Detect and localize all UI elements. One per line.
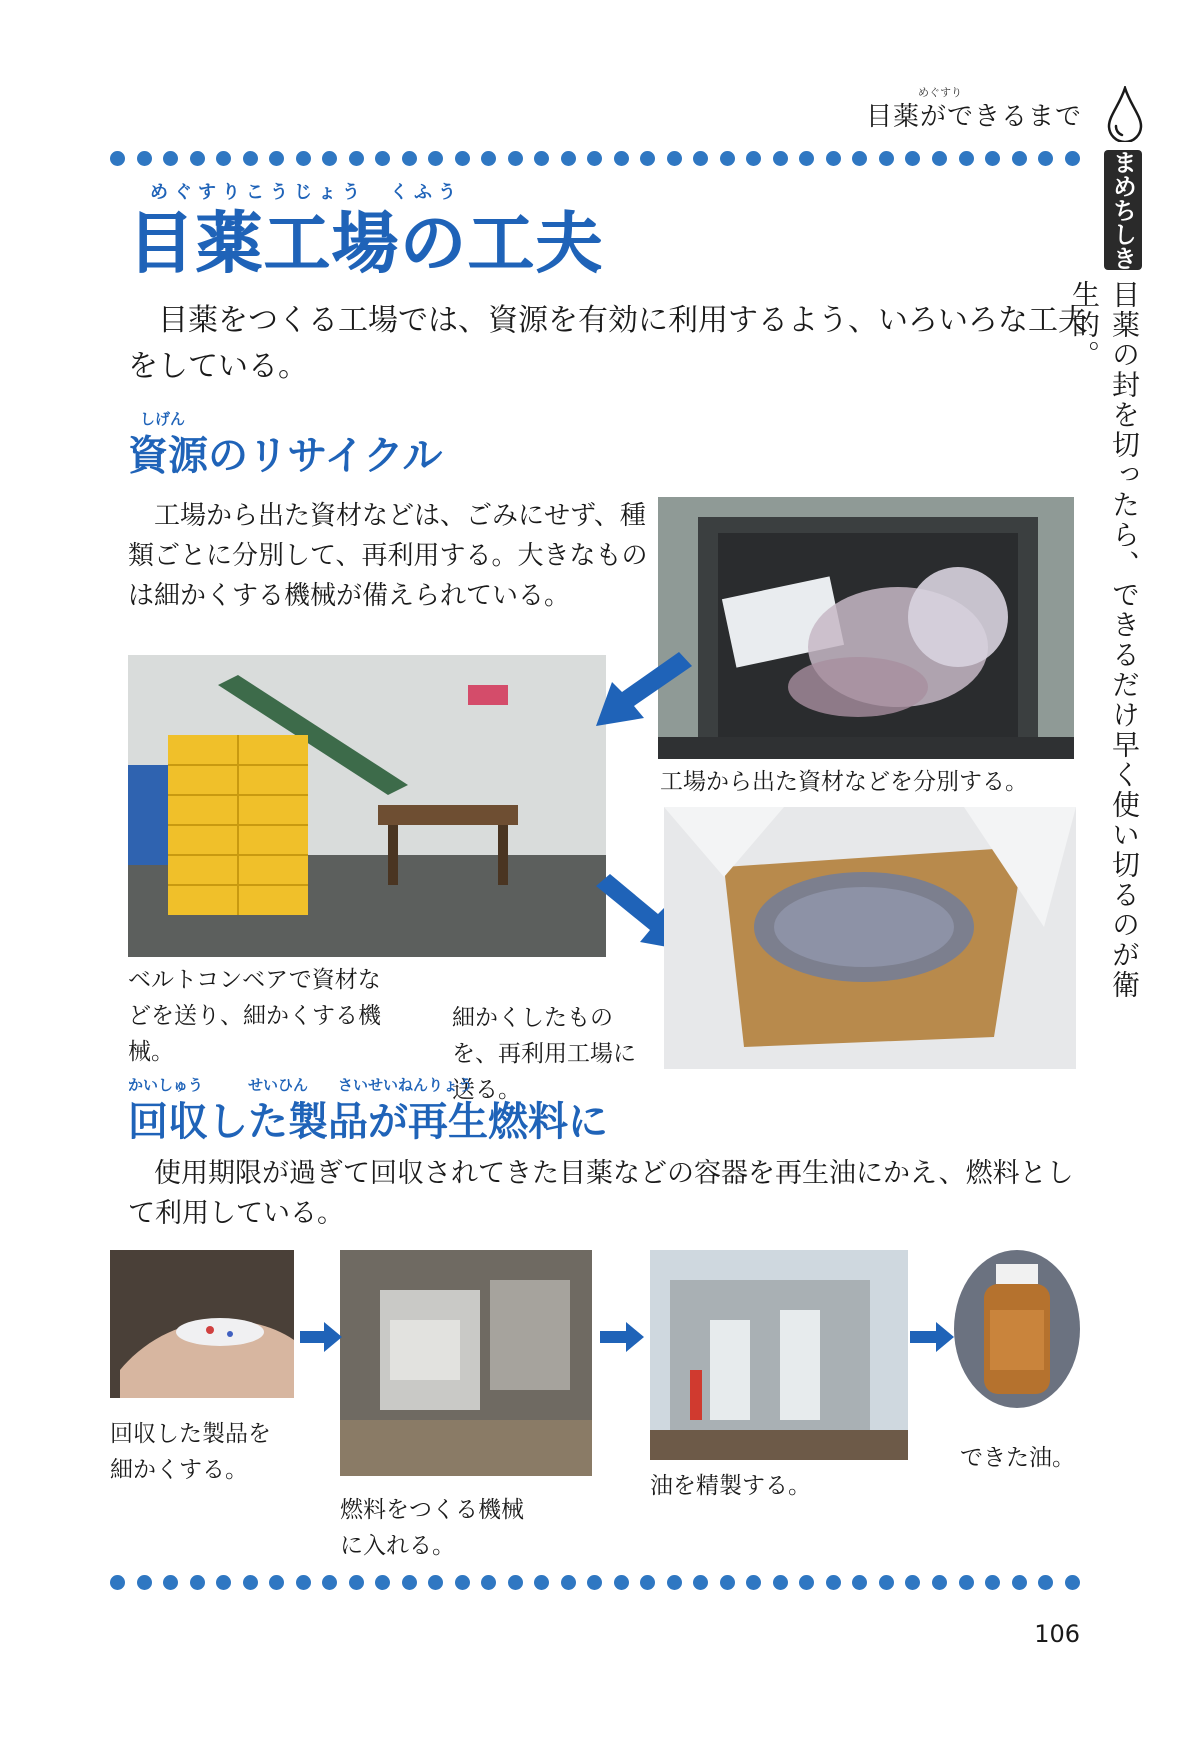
header-title-ruby: めぐすり xyxy=(918,86,962,99)
step2-photo xyxy=(340,1250,592,1476)
section2-heading-ruby: かいしゅう せいひん さいせいねんりょう xyxy=(128,1076,474,1094)
section2-heading: 回収した製品が再生燃料に xyxy=(128,1099,608,1145)
section1-body: 工場から出た資材などは、ごみにせず、種類ごとに分別して、再利用する。大きなものは細かくする機械が備えられている。 xyxy=(128,501,648,611)
conveyor-photo xyxy=(128,655,606,957)
step3-caption: 油を精製する。 xyxy=(650,1473,811,1499)
top-dot-divider xyxy=(110,148,1080,168)
step2-caption: 燃料をつくる機械に入れる。 xyxy=(340,1497,524,1559)
caption-shredded: 細かくしたものを、再利用工場に送る。 xyxy=(452,1005,636,1103)
step3-photo xyxy=(650,1250,908,1460)
header-title: 目薬ができるまで xyxy=(865,102,1082,132)
step4-photo xyxy=(954,1250,1080,1408)
step-arrow-1-icon xyxy=(300,1322,342,1352)
step-arrow-3-icon xyxy=(910,1322,954,1352)
step1-caption: 回収した製品を細かくする。 xyxy=(110,1421,271,1483)
intro-text: 目薬をつくる工場では、資源を有効に利用するよう、いろいろな工夫をしている。 xyxy=(128,303,1088,384)
arrow-to-conveyor-icon xyxy=(594,650,694,730)
water-drop-icon xyxy=(1106,86,1144,142)
step-arrow-2-icon xyxy=(600,1322,644,1352)
step4-caption: できた油。 xyxy=(960,1445,1075,1471)
sidebar-tab-label: まめちしき xyxy=(1104,150,1142,270)
page-title: 目薬工場の工夫 xyxy=(128,205,604,282)
caption-conveyor: ベルトコンベアで資材などを送り、細かくする機械。 xyxy=(128,967,381,1065)
section2-body: 使用期限が過ぎて回収されてきた目薬などの容器を再生油にかえ、燃料として利用している。 xyxy=(128,1158,1074,1229)
crate-photo xyxy=(658,497,1074,759)
caption-sort: 工場から出た資材などを分別する。 xyxy=(660,769,1028,795)
shredded-material-photo xyxy=(664,807,1076,1069)
section1-heading: 資源のリサイクル xyxy=(128,433,443,479)
page-number: 106 xyxy=(1034,1620,1080,1648)
sidebar-tip-text: 目薬の封を切ったら、できるだけ早く使い切るのが衛生的。 xyxy=(1068,280,1141,1000)
step1-photo xyxy=(110,1250,294,1398)
page-title-ruby: めぐすりこうじょう くふう xyxy=(150,182,462,203)
section1-heading-ruby: しげん xyxy=(140,410,186,428)
bottom-dot-divider xyxy=(110,1572,1080,1592)
